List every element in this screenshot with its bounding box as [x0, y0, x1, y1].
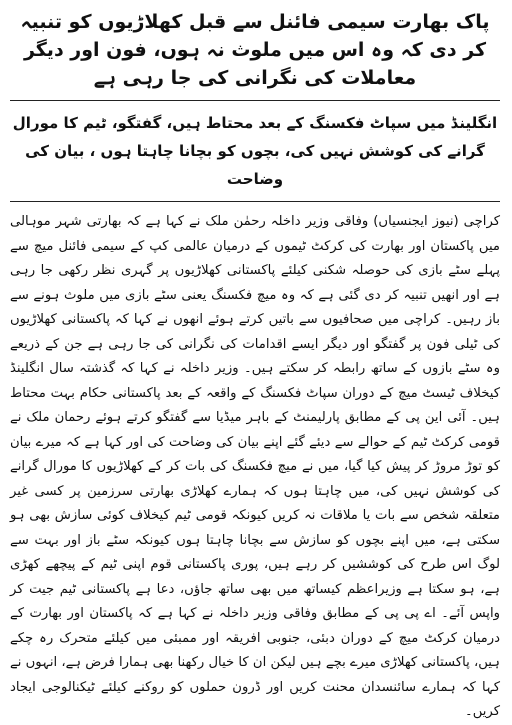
divider-bottom [10, 201, 500, 202]
article-paragraph: کراچی (نیوز ایجنسیاں) وفاقی وزیر داخلہ رحمٰن ملک نے کہا ہے کہ بھارتی شہر موہالی میں پاکستان اور بھارت کی کرکٹ ٹیموں کے درمیان عالمی کپ کے سیمی فائنل میچ سے پہلے سٹے بازی کی حوصلہ شکنی کیلئے پاکستانی کھلاڑیوں پر گہری نظر رکھی جا رہی ہے اور انھیں تنبیہ کر دی گئی ہے کہ وہ میچ فکسنگ یعنی سٹے بازی میں ملوث ہونے سے باز رہیں۔ کراچی میں صحافیوں سے باتیں کرتے ہوئے انھوں نے کہا کہ پاکستانی کھلاڑیوں کی ٹیلی فون پر گفتگو اور دیگر ایسے اقدامات کی نگرانی کی جا رہی ہے جن کے ذریعے وہ سٹے بازوں کے ساتھ رابطہ کر سکتے ہیں۔ وزیر داخلہ نے کہا کہ گذشتہ سال انگلینڈ کیخلاف ٹیسٹ میچ کے دوران سپاٹ فکسنگ کے واقعہ کے بعد پاکستانی حکام بہت محتاط ہیں۔ آئی این پی کے مطابق پارلیمنٹ کے باہر میڈیا سے گفتگو کرتے ہوئے رحمان ملک نے قومی کرکٹ ٹیم کے حوالے سے دیئے گئے اپنے بیان کی وضاحت کی اور کہا ہے کہ میرے بیان کو توڑ مروڑ کر پیش کیا گیا، میں نے میچ فکسنگ کی بات کر کے کھلاڑیوں کا مورال گرانے کی کوشش نہیں کی، میں چاہتا ہوں کہ ہمارے کھلاڑی بھارتی سرزمین پر کسی غیر متعلقہ شخص سے بات یا ملاقات نہ کریں کیونکہ قومی ٹیم کیخلاف کوئی سازش بھی ہو سکتی ہے، میں اپنے بچوں کو سازش سے بچانا چاہتا ہوں کیونکہ سٹے باز اور بہت سے لوگ اس طرح کی کوششیں کر رہے ہیں، پوری پاکستانی قوم اپنی ٹیم کے پیچھے کھڑی ہے، ہو سکتا ہے وزیراعظم کیساتھ میں بھی ساتھ جاؤں، دعا ہے پاکستانی ٹیم جیت کر واپس آئے۔ اے پی پی کے مطابق وفاقی وزیر داخلہ نے کہا ہے کہ پاکستان اور بھارت کے درمیان کرکٹ میچ کے دوران دبئی، جنوبی افریقہ اور ممبئی میں کیلئے متحرک رہ چکے ہیں، پاکستانی کھلاڑی میرے بچے ہیں لیکن ان کا خیال رکھنا بھی ہمارا فرض ہے، انہوں نے کہا کہ ہمارے سائنسدان محنت کریں اور ڈرون حملوں کو روکنے کیلئے ٹیکنالوجی ایجاد کریں۔ [10, 214, 500, 719]
subheadline: انگلینڈ میں سپاٹ فکسنگ کے بعد محتاط ہیں، گفتگو، ٹیم کا مورال گرانے کی کوشش نہیں کی، بچوں کو بچانا چاہتا ہوں ، بیان کی وضاحت [12, 114, 498, 188]
headline: پاک بھارت سیمی فائنل سے قبل کھلاڑیوں کو تنبیہ کر دی کہ وہ اس میں ملوث نہ ہوں، فون اور دیگر معاملات کی نگرانی کی جا رہی ہے [20, 11, 490, 89]
article-body [10, 210, 500, 725]
divider-top [10, 100, 500, 101]
